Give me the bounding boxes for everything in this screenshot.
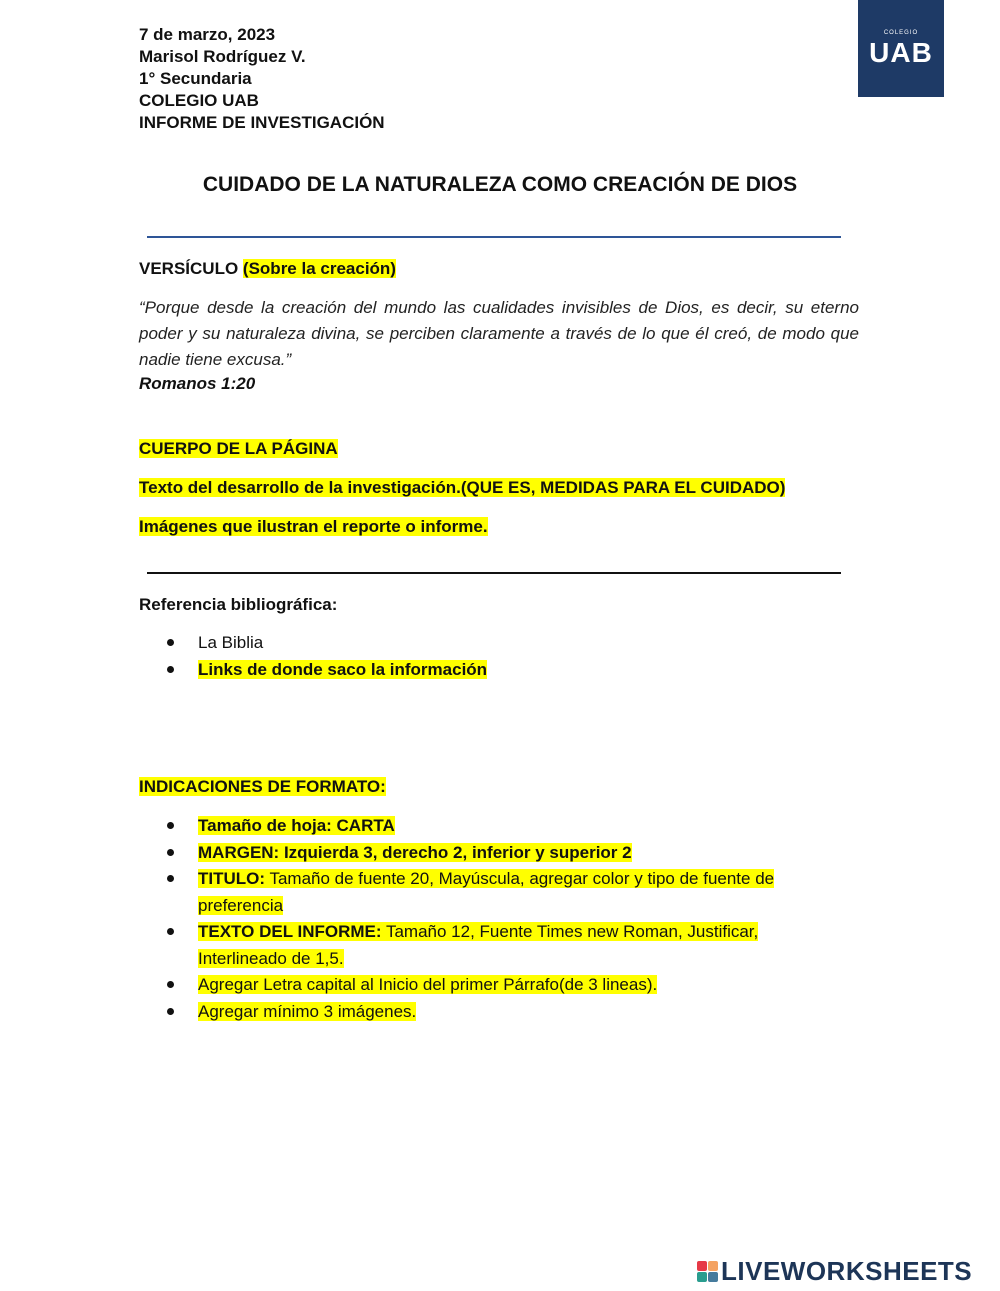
grade: 1° Secundaria [139, 69, 252, 88]
bullet-icon [167, 875, 174, 882]
school: COLEGIO UAB [139, 91, 259, 110]
title-divider [147, 236, 841, 238]
list-item: MARGEN: Izquierda 3, derecho 2, inferior y superior 2 [167, 840, 827, 867]
report-type: INFORME DE INVESTIGACIÓN [139, 113, 385, 132]
list-item: Links de donde saco la información [167, 657, 827, 684]
bullet-icon [167, 849, 174, 856]
bullet-icon [167, 981, 174, 988]
bullet-icon [167, 1008, 174, 1015]
list-item: La Biblia [167, 630, 827, 657]
list-item: Tamaño de hoja: CARTA [167, 813, 827, 840]
bullet-icon [167, 928, 174, 935]
logo-block [697, 1261, 707, 1271]
body-line-2: Imágenes que ilustran el reporte o informe. [139, 517, 488, 536]
list-item: Agregar mínimo 3 imágenes. [167, 999, 827, 1026]
list-item: Agregar Letra capital al Inicio del primer Párrafo(de 3 lineas). [167, 972, 827, 999]
verse-reference: Romanos 1:20 [139, 374, 256, 393]
logo-block [708, 1261, 718, 1271]
body-heading: CUERPO DE LA PÁGINA [139, 439, 338, 458]
author: Marisol Rodríguez V. [139, 47, 306, 66]
logo-block [708, 1272, 718, 1282]
bullet-icon [167, 639, 174, 646]
date: 7 de marzo, 2023 [139, 25, 276, 44]
format-list [167, 813, 827, 1025]
list-item: TITULO: Tamaño de fuente 20, Mayúscula, agregar color y tipo de fuente de preferencia [167, 866, 827, 919]
verse-heading [139, 258, 396, 280]
document-header [139, 24, 385, 134]
verse-quote: “Porque desde la creación del mundo las cualidades invisibles de Dios, es decir, su eterno poder y su naturaleza divina, se perciben claramente a través de lo que él creó, de modo que nadie tiene excusa.” [139, 298, 859, 369]
liveworksheets-wordmark: LIVEWORKSHEETS [721, 1255, 973, 1286]
liveworksheets-watermark [697, 1256, 972, 1286]
verse-label-note: (Sobre la creación) [242, 259, 396, 278]
liveworksheets-logo-icon [697, 1261, 718, 1282]
bullet-icon [167, 666, 174, 673]
bibliography-heading: Referencia bibliográfica: [139, 595, 338, 614]
bullet-icon [167, 822, 174, 829]
school-logo [858, 0, 944, 97]
logo-big-text: UAB [869, 37, 933, 68]
format-heading: INDICACIONES DE FORMATO: [139, 777, 386, 796]
page-title: CUIDADO DE LA NATURALEZA COMO CREACIÓN DE DIOS [202, 173, 798, 196]
verse-label: VERSÍCULO [139, 259, 239, 278]
section-divider [147, 572, 841, 574]
body-line-1: Texto del desarrollo de la investigación.(QUE ES, MEDIDAS PARA EL CUIDADO) [139, 478, 786, 497]
logo-block [697, 1272, 707, 1282]
bibliography-list [167, 630, 827, 683]
logo-small-text: COLEGIO [883, 30, 919, 36]
list-item: TEXTO DEL INFORME: Tamaño 12, Fuente Times new Roman, Justificar, Interlineado de 1,5. [167, 919, 827, 972]
